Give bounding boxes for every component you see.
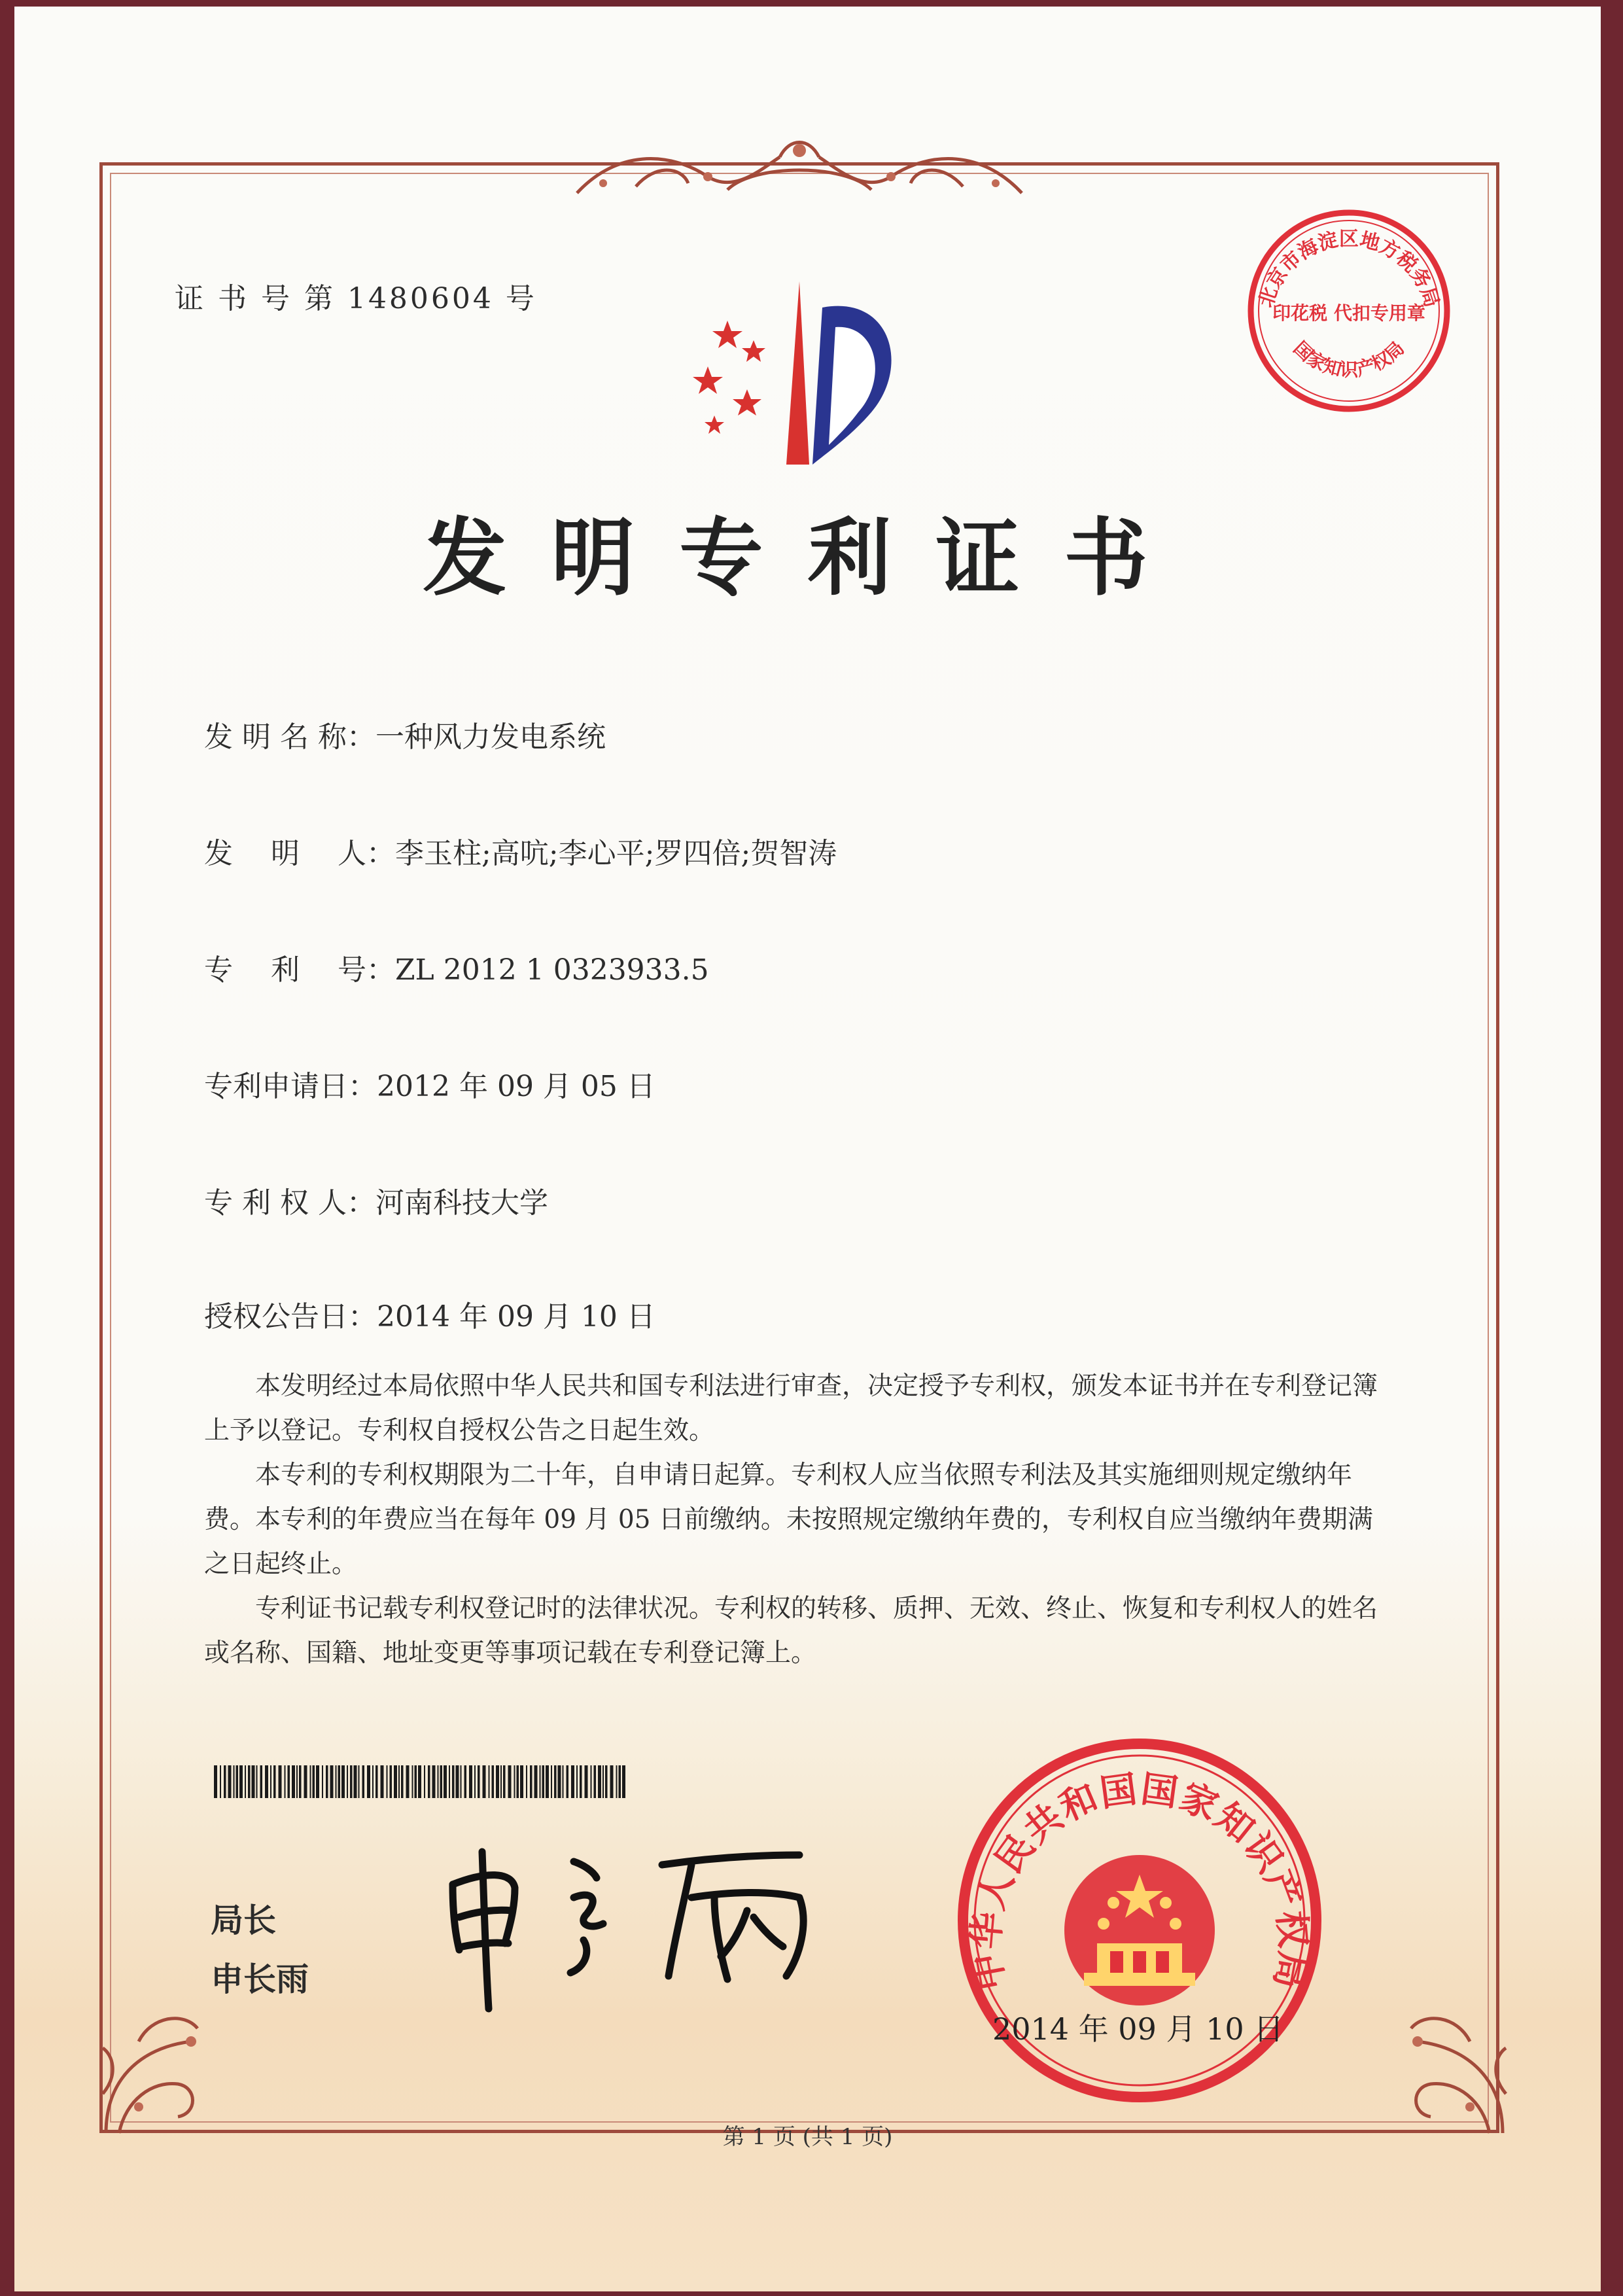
- barcode-bar: [288, 1765, 290, 1798]
- patent-number-label: 专 利 号：: [204, 953, 395, 987]
- page-title: 发明专利证书: [423, 510, 1193, 607]
- invention-name-value: 一种风力发电系统: [375, 720, 606, 754]
- barcode-bar: [542, 1765, 545, 1798]
- barcode-bar: [571, 1765, 574, 1798]
- barcode-bar: [440, 1765, 443, 1798]
- barcode-bar: [381, 1765, 384, 1798]
- grant-date-value: 2014 年 09 月 10 日: [377, 1300, 655, 1333]
- grant-date-label: 授权公告日：: [204, 1300, 377, 1333]
- barcode-bar: [236, 1765, 239, 1798]
- barcode-bar: [496, 1765, 499, 1798]
- patentee-label: 专 利 权 人：: [204, 1186, 375, 1220]
- barcode-bar: [616, 1765, 618, 1798]
- barcode-bar: [567, 1765, 569, 1798]
- barcode-bar: [341, 1765, 345, 1798]
- barcode-bar: [558, 1765, 561, 1798]
- certificate-number: 证 书 号 第 1480604 号: [175, 282, 537, 315]
- barcode-bar: [350, 1765, 353, 1798]
- barcode-bar: [310, 1765, 311, 1798]
- barcode-bar: [517, 1765, 519, 1798]
- seal-date: 2014 年 09 月 10 日: [992, 2011, 1284, 2047]
- barcode-bar: [594, 1765, 597, 1798]
- barcode-bar: [492, 1765, 495, 1798]
- svg-text:中华人民共和国国家知识产权局: 中华人民共和国国家知识产权局: [964, 1767, 1315, 1994]
- barcode-bar: [551, 1765, 552, 1798]
- barcode-bar: [530, 1765, 532, 1798]
- barcode-bar: [228, 1765, 232, 1798]
- top-ornament-icon: [564, 124, 1035, 209]
- official-seal-icon: [953, 1734, 1326, 2107]
- barcode-bar: [347, 1765, 348, 1798]
- barcode-bar: [214, 1765, 217, 1798]
- barcode-bar: [461, 1765, 462, 1798]
- invention-name-label: 发 明 名 称：: [204, 720, 375, 754]
- page-indicator: 第 1 页 (共 1 页): [722, 2124, 893, 2150]
- barcode-bar: [444, 1765, 447, 1798]
- director-name: 申长雨: [211, 1960, 309, 1998]
- barcode-bar: [580, 1765, 582, 1798]
- barcode-bar: [292, 1765, 295, 1798]
- barcode-bar: [605, 1765, 608, 1798]
- barcode-bar: [256, 1765, 258, 1798]
- barcode-bar: [428, 1765, 430, 1798]
- barcode-bar: [336, 1765, 337, 1798]
- body-paragraph-1: 本发明经过本局依照中华人民共和国专利法进行审查，决定授予专利权，颁发本证书并在专利登记簿上予以登记。专利权自授权公告之日起生效。: [204, 1371, 1378, 1445]
- patentee-row: [204, 1179, 548, 1221]
- barcode-bar: [464, 1765, 467, 1798]
- barcode-bar: [474, 1765, 476, 1798]
- barcode-bar: [424, 1765, 425, 1798]
- barcode-bar: [322, 1765, 323, 1798]
- barcode-bar: [546, 1765, 549, 1798]
- barcode-bar: [220, 1765, 221, 1798]
- barcode-bar: [610, 1765, 614, 1798]
- barcode-bar: [576, 1765, 578, 1798]
- svg-text:北京市海淀区地方税务局: 北京市海淀区地方税务局: [1254, 228, 1444, 311]
- barcode-bar: [296, 1765, 298, 1798]
- barcode-bar: [520, 1765, 523, 1798]
- barcode-bar: [245, 1765, 246, 1798]
- grant-date-row: [204, 1293, 655, 1335]
- barcode-bar: [452, 1765, 455, 1798]
- barcode-bar: [406, 1765, 410, 1798]
- barcode-bar: [456, 1765, 459, 1798]
- invention-name-row: [204, 713, 606, 755]
- patent-number-row: [204, 946, 709, 988]
- barcode-bar: [375, 1765, 378, 1798]
- barcode-bar: [415, 1765, 417, 1798]
- tax-stamp-icon: [1241, 203, 1457, 419]
- barcode-bar: [273, 1765, 276, 1798]
- barcode-bar: [362, 1765, 365, 1798]
- barcode-bar: [367, 1765, 370, 1798]
- barcode-bar: [602, 1765, 604, 1798]
- certificate-page: [14, 7, 1601, 2291]
- barcode-bar: [390, 1765, 393, 1798]
- barcode-bar: [412, 1765, 413, 1798]
- barcode-bar: [619, 1765, 621, 1798]
- barcode-bar: [234, 1765, 235, 1798]
- inventors-row: [204, 830, 837, 872]
- patentee-value: 河南科技大学: [375, 1186, 548, 1220]
- barcode-bar: [534, 1765, 538, 1798]
- barcode-bar: [239, 1765, 243, 1798]
- barcode-bar: [540, 1765, 541, 1798]
- barcode-bar: [526, 1765, 527, 1798]
- barcode-bar: [304, 1765, 307, 1798]
- barcode-bar: [500, 1765, 502, 1798]
- barcode-bar: [622, 1765, 625, 1798]
- barcode-bar: [503, 1765, 506, 1798]
- barcode-bar: [554, 1765, 557, 1798]
- barcode-bar: [265, 1765, 268, 1798]
- barcode-bar: [387, 1765, 388, 1798]
- barcode-bar: [432, 1765, 436, 1798]
- filing-date-label: 专利申请日：: [204, 1070, 377, 1103]
- barcode-bar: [489, 1765, 490, 1798]
- barcode-bar: [224, 1765, 226, 1798]
- barcode-bar: [508, 1765, 512, 1798]
- svg-text:印花税 代扣专用章: 印花税 代扣专用章: [1272, 302, 1425, 324]
- barcode-bar: [563, 1765, 564, 1798]
- barcode-bar: [591, 1765, 592, 1798]
- barcode-bar: [401, 1765, 404, 1798]
- barcode-bar: [358, 1765, 360, 1798]
- barcode-bar: [449, 1765, 450, 1798]
- certificate-body: [204, 1364, 1395, 1676]
- barcode-bar: [326, 1765, 328, 1798]
- inventors-value: 李玉柱;高吭;李心平;罗四倍;贺智涛: [394, 837, 837, 870]
- barcode-bar: [313, 1765, 315, 1798]
- barcode-bar: [285, 1765, 286, 1798]
- barcode-bar: [598, 1765, 601, 1798]
- barcode-bar: [338, 1765, 341, 1798]
- barcode-bar: [438, 1765, 439, 1798]
- barcode-bar: [372, 1765, 374, 1798]
- body-paragraph-3: 专利证书记载专利权登记时的法律状况。专利权的转移、质押、无效、终止、恢复和专利权人的姓名或名称、国籍、地址变更等事项记载在专利登记簿上。: [204, 1594, 1378, 1668]
- barcode-bar: [252, 1765, 255, 1798]
- barcode-bar: [394, 1765, 397, 1798]
- barcode-bar: [299, 1765, 302, 1798]
- barcode-bar: [279, 1765, 282, 1798]
- body-paragraph-2: 本专利的专利权期限为二十年，自申请日起算。专利权人应当依照专利法及其实施细则规定缴纳年费。本专利的年费应当在每年 09 月 05 日前缴纳。未按照规定缴纳年费的，专利权自应当缴纳年费期满之日起终止。: [204, 1460, 1373, 1579]
- director-signature-icon: [433, 1826, 852, 2022]
- barcode-bar: [330, 1765, 334, 1798]
- barcode-bar: [469, 1765, 472, 1798]
- barcode-bar: [398, 1765, 400, 1798]
- patent-number-value: ZL 2012 1 0323933.5: [394, 953, 709, 987]
- inventors-label: 发 明 人：: [204, 837, 395, 870]
- barcode-bar: [418, 1765, 421, 1798]
- barcode-bar: [354, 1765, 357, 1798]
- barcode-icon: [214, 1765, 626, 1798]
- barcode-bar: [248, 1765, 251, 1798]
- barcode-bar: [514, 1765, 515, 1798]
- barcode-bar: [270, 1765, 271, 1798]
- director-title: 局长: [211, 1901, 276, 1939]
- patent-office-logo-icon: [675, 268, 950, 478]
- barcode-bar: [260, 1765, 263, 1798]
- filing-date-row: [204, 1063, 655, 1104]
- barcode-bar: [478, 1765, 480, 1798]
- barcode-bar: [585, 1765, 588, 1798]
- filing-date-value: 2012 年 09 月 05 日: [377, 1070, 655, 1103]
- barcode-bar: [483, 1765, 486, 1798]
- svg-text:国家知识产权局: 国家知识产权局: [1289, 337, 1409, 381]
- barcode-bar: [316, 1765, 319, 1798]
